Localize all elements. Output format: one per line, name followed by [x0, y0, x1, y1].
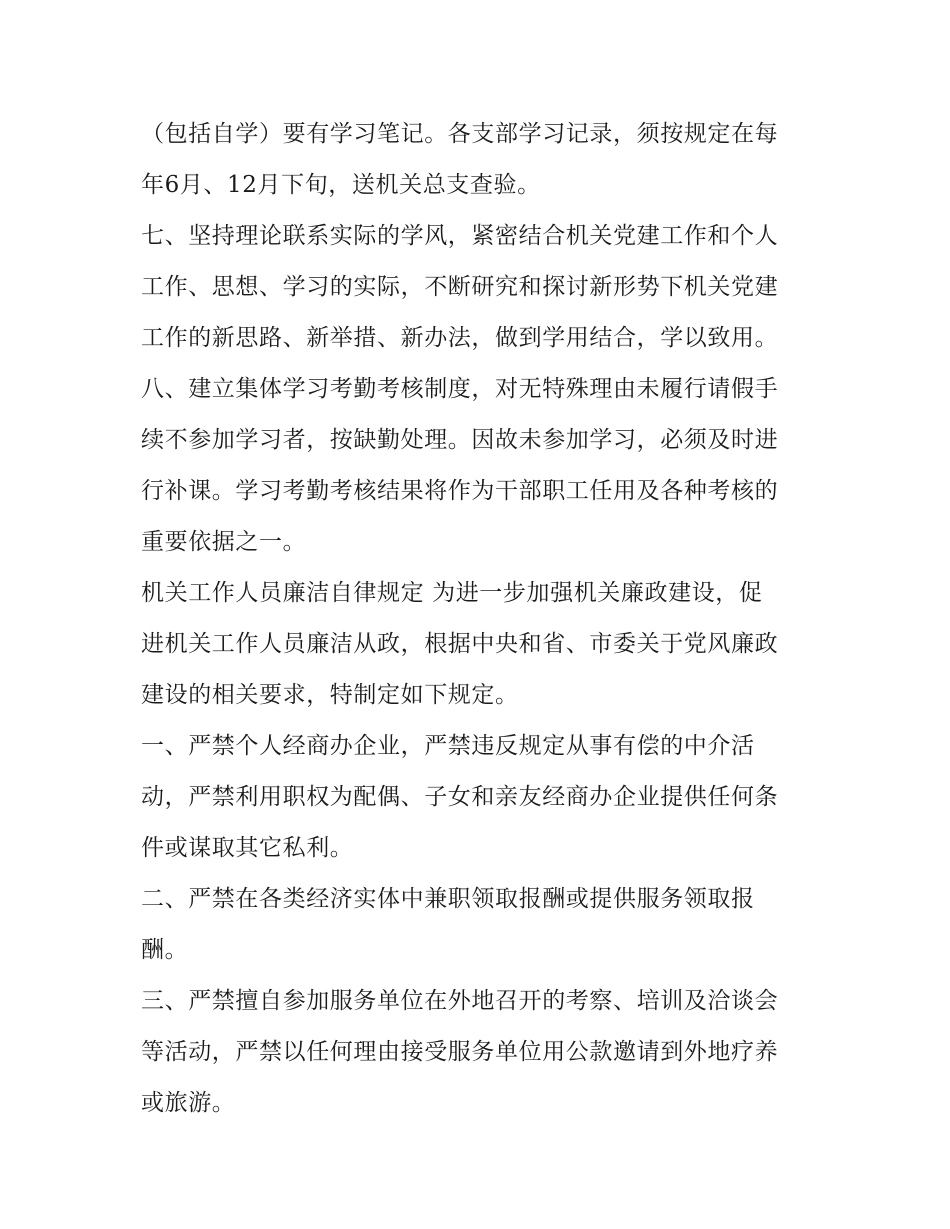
- text-line: 酬。: [141, 937, 189, 963]
- text-line: 三、严禁擅自参加服务单位在外地召开的考察、培训及洽谈会: [141, 988, 779, 1014]
- text-line: 工作、思想、学习的实际，不断研究和探讨新形势下机关党建: [141, 274, 779, 300]
- text-line: 重要依据之一。: [141, 529, 307, 555]
- text-line: 等活动，严禁以任何理由接受服务单位用公款邀请到外地疗养: [141, 1039, 779, 1065]
- text-line: 进机关工作人员廉洁从政，根据中央和省、市委关于党风廉政: [141, 631, 779, 657]
- text-line: （包括自学）要有学习笔记。各支部学习记录，须按规定在每: [141, 121, 779, 147]
- text-line: 件或谋取其它私利。: [141, 835, 354, 861]
- text-line: 工作的新思路、新举措、新办法，做到学用结合，学以致用。: [141, 325, 779, 351]
- text-line: 七、坚持理论联系实际的学风，紧密结合机关党建工作和个人: [141, 223, 779, 249]
- text-line: 或旅游。: [141, 1090, 236, 1116]
- text-line: 机关工作人员廉洁自律规定 为进一步加强机关廉政建设，促: [141, 580, 763, 606]
- text-line: 年6月、12月下旬，送机关总支查验。: [141, 172, 541, 198]
- document-body: [141, 109, 813, 1129]
- text-line: 二、严禁在各类经济实体中兼职领取报酬或提供服务领取报: [141, 886, 755, 912]
- text-line: 行补课。学习考勤考核结果将作为干部职工任用及各种考核的: [141, 478, 779, 504]
- text-line: 续不参加学习者，按缺勤处理。因故未参加学习，必须及时进: [141, 427, 779, 453]
- text-line: 八、建立集体学习考勤考核制度，对无特殊理由未履行请假手: [141, 376, 779, 402]
- text-line: 一、严禁个人经商办企业，严禁违反规定从事有偿的中介活: [141, 733, 755, 759]
- text-line: 建设的相关要求，特制定如下规定。: [141, 682, 519, 708]
- text-line: 动，严禁利用职权为配偶、子女和亲友经商办企业提供任何条: [141, 784, 779, 810]
